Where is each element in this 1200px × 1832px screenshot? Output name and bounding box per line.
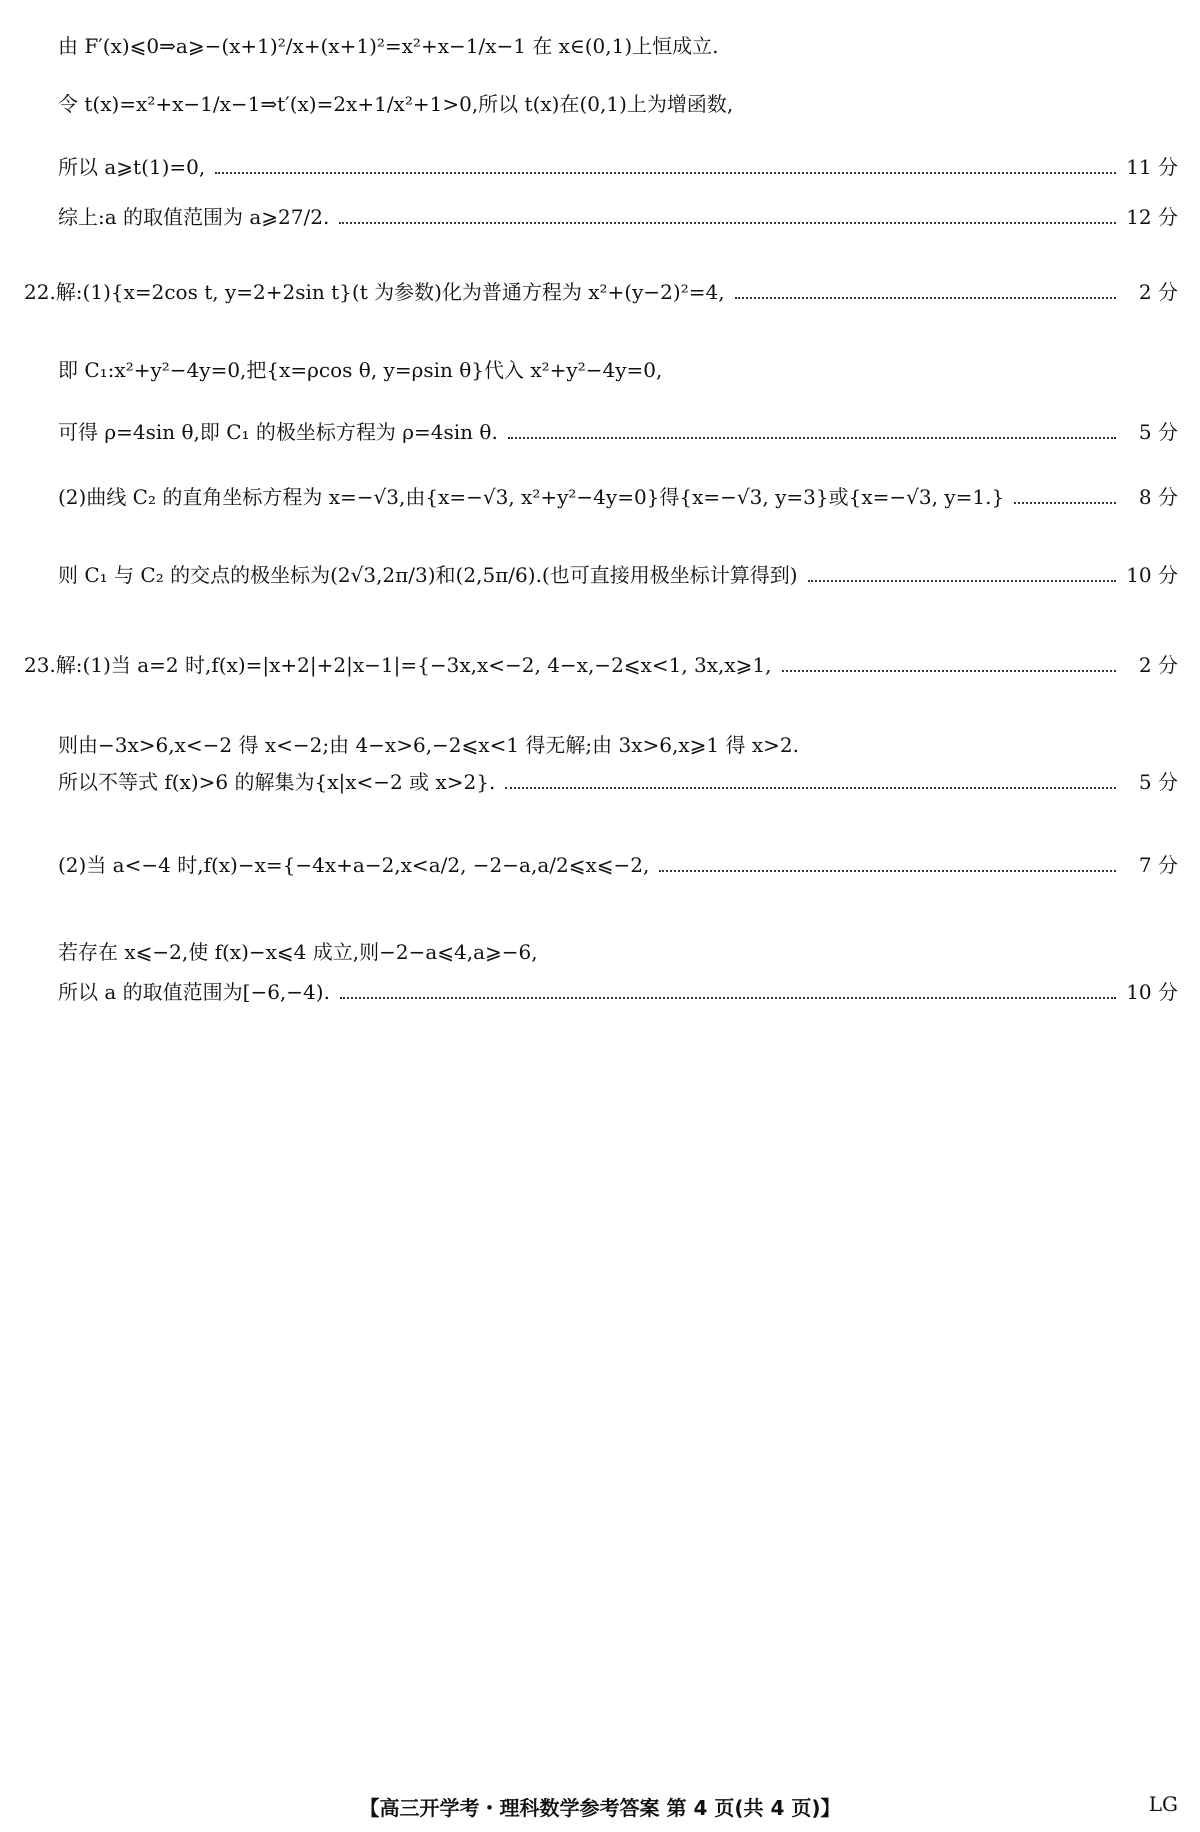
line-text: 综上:a 的取值范围为 a⩾27/2. — [58, 205, 330, 229]
line-text: 则由−3x>6,x<−2 得 x<−2;由 4−x>6,−2⩽x<1 得无解;由 3x>6,x⩾1 得 x>2. — [58, 733, 799, 757]
dot-leader — [215, 172, 1116, 174]
footer-title: 【高三开学考・理科数学参考答案 第 4 页(共 4 页)】 — [359, 1796, 841, 1820]
line-text: 所以 a 的取值范围为[−6,−4). — [58, 980, 330, 1004]
score-mark: 5 分 — [1138, 770, 1178, 794]
line-text: 23.解:(1)当 a=2 时,f(x)=|x+2|+2|x−1|={−3x,x<−2, 4−x,−2⩽x<1, 3x,x⩾1, — [24, 653, 772, 677]
score-mark: 10 分 — [1126, 563, 1178, 587]
line-text: (2)曲线 C₂ 的直角坐标方程为 x=−√3,由{x=−√3, x²+y²−4y=0}得{x=−√3, y=3}或{x=−√3, y=1.} — [58, 485, 1005, 509]
score-mark: 8 分 — [1138, 485, 1178, 509]
line-text: 若存在 x⩽−2,使 f(x)−x⩽4 成立,则−2−a⩽4,a⩾−6, — [58, 940, 538, 964]
line-text: 由 F′(x)⩽0⇒a⩾−(x+1)²/x+(x+1)²=x²+x−1/x−1 在 x∈(0,1)上恒成立. — [58, 34, 719, 58]
line-text: 22.解:(1){x=2cos t, y=2+2sin t}(t 为参数)化为普通方程为 x²+(y−2)²=4, — [24, 280, 725, 304]
score-mark: 2 分 — [1138, 653, 1178, 677]
problem-23-line — [24, 653, 1178, 677]
solution-line — [58, 358, 1178, 382]
solution-line — [58, 940, 1178, 964]
dot-leader — [659, 870, 1116, 872]
solution-line — [58, 34, 1178, 58]
dot-leader — [508, 437, 1116, 439]
solution-line — [58, 980, 1178, 1004]
score-mark: 5 分 — [1138, 420, 1178, 444]
solution-line — [58, 770, 1178, 794]
line-text: (2)当 a<−4 时,f(x)−x={−4x+a−2,x<a/2, −2−a,a/2⩽x⩽−2, — [58, 853, 650, 877]
dot-leader — [735, 297, 1116, 299]
score-mark: 7 分 — [1138, 853, 1178, 877]
solution-line — [58, 205, 1178, 229]
solution-line — [58, 563, 1178, 587]
line-text: 则 C₁ 与 C₂ 的交点的极坐标为(2√3,2π/3)和(2,5π/6).(也可直接用极坐标计算得到) — [58, 563, 798, 587]
line-text: 所以不等式 f(x)>6 的解集为{x|x<−2 或 x>2}. — [58, 770, 496, 794]
solution-line — [58, 485, 1178, 509]
footer-code: LG — [1148, 1792, 1178, 1816]
problem-22-line — [24, 280, 1178, 304]
solution-line — [58, 420, 1178, 444]
dot-leader — [808, 580, 1116, 582]
line-text: 令 t(x)=x²+x−1/x−1⇒t′(x)=2x+1/x²+1>0,所以 t(x)在(0,1)上为增函数, — [58, 92, 734, 116]
dot-leader — [340, 997, 1116, 999]
score-mark: 12 分 — [1126, 205, 1178, 229]
dot-leader — [782, 670, 1116, 672]
score-mark: 11 分 — [1126, 155, 1178, 179]
line-text: 可得 ρ=4sin θ,即 C₁ 的极坐标方程为 ρ=4sin θ. — [58, 420, 498, 444]
solution-line — [58, 853, 1178, 877]
dot-leader — [1014, 502, 1116, 504]
dot-leader — [339, 222, 1116, 224]
score-mark: 10 分 — [1126, 980, 1178, 1004]
score-mark: 2 分 — [1138, 280, 1178, 304]
dot-leader — [505, 787, 1116, 789]
line-text: 即 C₁:x²+y²−4y=0,把{x=ρcos θ, y=ρsin θ}代入 x²+y²−4y=0, — [58, 358, 663, 382]
solution-line — [58, 92, 1178, 116]
solution-line — [58, 155, 1178, 179]
solution-line — [58, 733, 1178, 757]
line-text: 所以 a⩾t(1)=0, — [58, 155, 206, 179]
